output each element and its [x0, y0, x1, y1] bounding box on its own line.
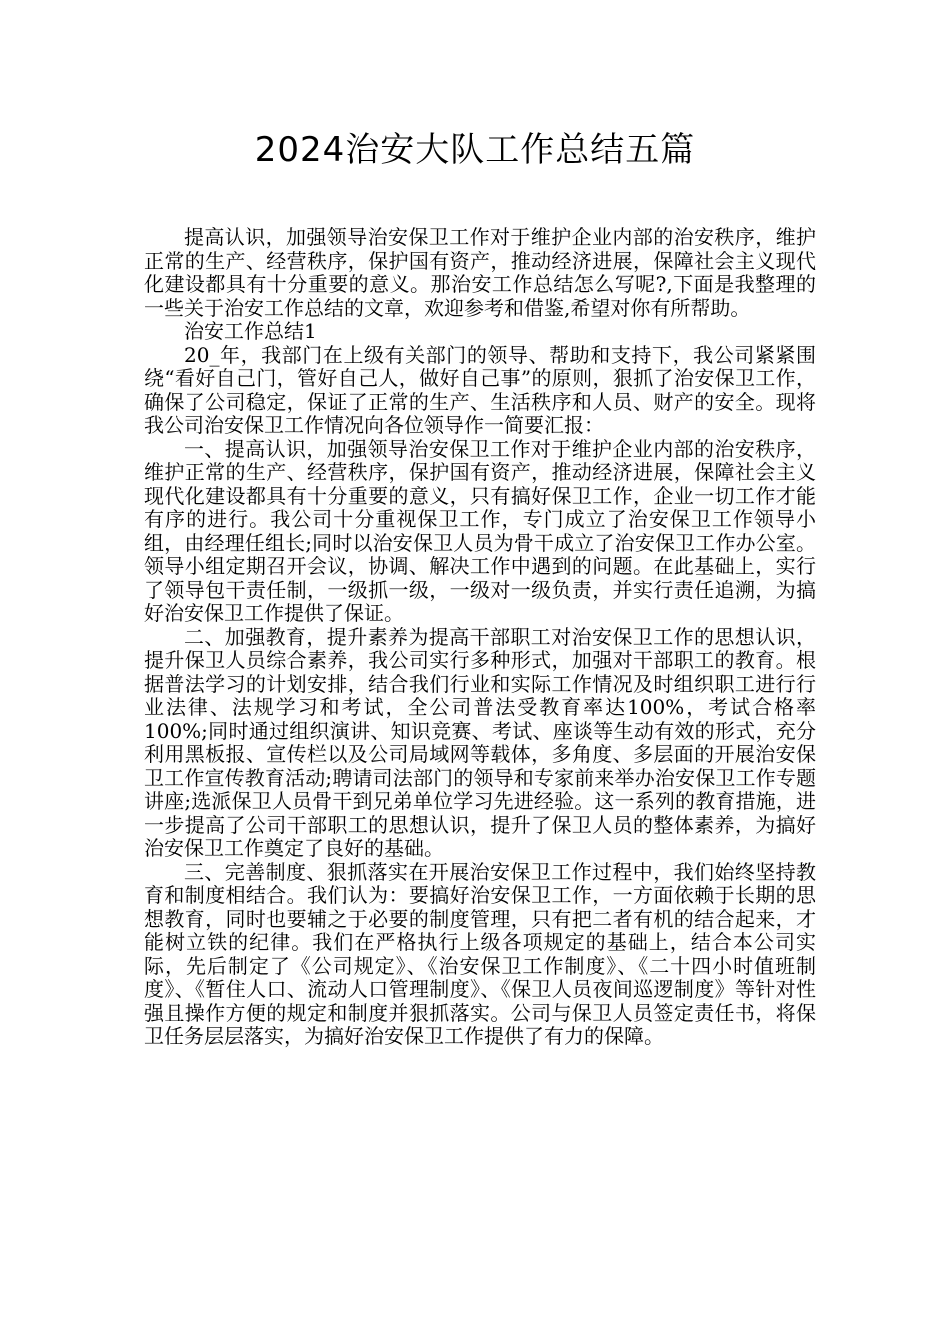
intro-paragraph: 提高认识，加强领导治安保卫工作对于维护企业内部的治安秩序，维护正常的生产、经营秩序，保护国有资产，推动经济进展，保障社会主义现代化建设都具有十分重要的意义。那治安工作总结怎么写呢?,下面是我整理的一些关于治安工作总结的文章，欢迎参考和借鉴,希望对你有所帮助。: [144, 225, 816, 320]
body-paragraph: 一、提高认识，加强领导治安保卫工作对于维护企业内部的治安秩序，维护正常的生产、经营秩序，保护国有资产，推动经济进展，保障社会主义现代化建设都具有十分重要的意义，只有搞好保卫工作，企业一切工作才能有序的进行。我公司十分重视保卫工作，专门成立了治安保卫工作领导小组，由经理任组长;同时以治安保卫人员为骨干成立了治安保卫工作办公室。领导小组定期召开会议，协调、解决工作中遇到的问题。在此基础上，实行了领导包干责任制，一级抓一级，一级对一级负责，并实行责任追溯，为搞好治安保卫工作提供了保证。: [144, 436, 816, 625]
body-paragraph: 20_年，我部门在上级有关部门的领导、帮助和支持下，我公司紧紧围绕“看好自己门，管好自己人，做好自己事”的原则，狠抓了治安保卫工作，确保了公司稳定，保证了正常的生产、生活秩序和人员、财产的安全。现将我公司治安保卫工作情况向各位领导作一简要汇报：: [144, 342, 816, 437]
body-paragraph: 二、加强教育，提升素养为提高干部职工对治安保卫工作的思想认识，提升保卫人员综合素养，我公司实行多种形式，加强对干部职工的教育。根据普法学习的计划安排，结合我们行业和实际工作情况及时组织职工进行行业法律、法规学习和考试，全公司普法受教育率达100%，考试合格率100%;同时通过组织演讲、知识竞赛、考试、座谈等生动有效的形式，充分利用黑板报、宣传栏以及公司局域网等载体，多角度、多层面的开展治安保卫工作宣传教育活动;聘请司法部门的领导和专家前来举办治安保卫工作专题讲座;选派保卫人员骨干到兄弟单位学习先进经验。这一系列的教育措施，进一步提高了公司干部职工的思想认识，提升了保卫人员的整体素养，为搞好治安保卫工作奠定了良好的基础。: [144, 624, 816, 860]
section-heading: 治安工作总结1: [184, 319, 317, 343]
document-body: [144, 226, 816, 1049]
document-title: 2024治安大队工作总结五篇: [254, 130, 696, 170]
body-paragraph: 三、完善制度、狠抓落实在开展治安保卫工作过程中，我们始终坚持教育和制度相结合。我们认为：要搞好治安保卫工作，一方面依赖于长期的思想教育，同时也要辅之于必要的制度管理，只有把二者有机的结合起来，才能树立铁的纪律。我们在严格执行上级各项规定的基础上，结合本公司实际，先后制定了《公司规定》、《治安保卫工作制度》、《二十四小时值班制度》、《暂住人口、流动人口管理制度》、《保卫人员夜间巡逻制度》等针对性强且操作方便的规定和制度并狠抓落实。公司与保卫人员签定责任书，将保卫任务层层落实，为搞好治安保卫工作提供了有力的保障。: [144, 859, 816, 1048]
